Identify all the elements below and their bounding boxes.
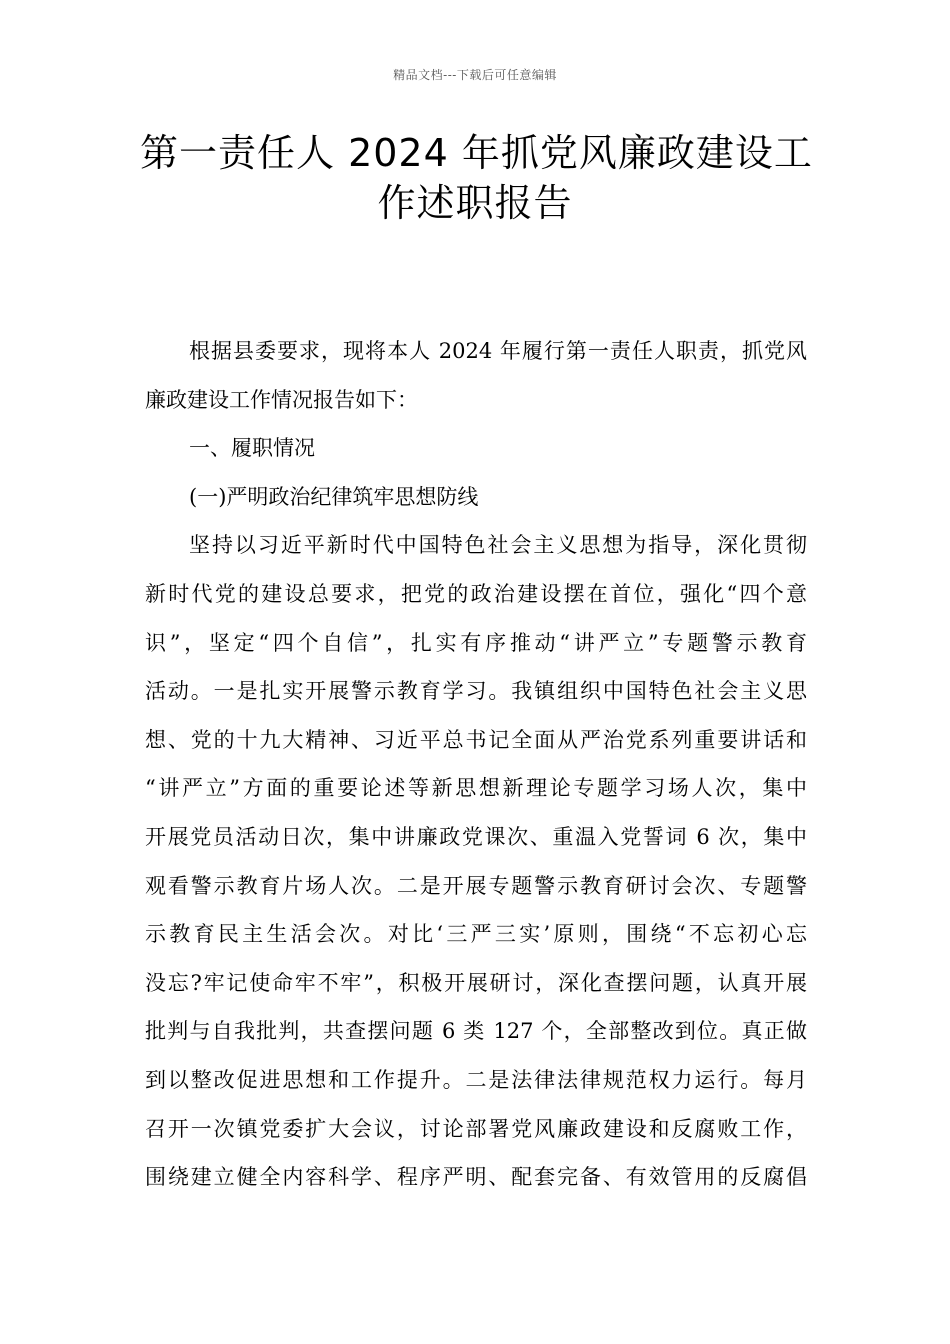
body-line: 召开一次镇党委扩大会议，讨论部署党风廉政建设和反腐败工作，: [145, 1116, 807, 1141]
body-line: 坚持以习近平新时代中国特色社会主义思想为指导，深化贯彻: [189, 533, 807, 558]
body-line: “讲严立”方面的重要论述等新思想新理论专题学习场人次，集中: [145, 776, 807, 801]
body-line: 想、党的十九大精神、习近平总书记全面从严治党系列重要讲话和: [145, 727, 807, 752]
document-body: [145, 327, 807, 1202]
body-line: 没忘?牢记使命牢不牢”，积极开展研讨，深化查摆问题，认真开展: [145, 970, 807, 995]
body-line: 识”，坚定“四个自信”，扎实有序推动“讲严立”专题警示教育: [145, 630, 807, 655]
body-line: 到以整改促进思想和工作提升。二是法律法律规范权力运行。每月: [145, 1067, 807, 1092]
subsection-heading: (一)严明政治纪律筑牢思想防线: [189, 484, 479, 509]
body-line: 新时代党的建设总要求，把党的政治建设摆在首位，强化“四个意: [145, 581, 807, 606]
title-line-2: 作述职报告: [377, 181, 573, 225]
header-note: 精品文档---下载后可任意编辑: [393, 68, 557, 82]
body-line: 示教育民主生活会次。对比‘三严三实’原则，围绕“不忘初心忘: [145, 922, 807, 947]
document-title: [140, 128, 813, 228]
title-line-1: 第一责任人 2024 年抓党风廉政建设工: [140, 131, 813, 175]
body-line: 廉政建设工作情况报告如下：: [145, 387, 418, 412]
body-line: 根据县委要求，现将本人 2024 年履行第一责任人职责，抓党风: [189, 339, 807, 363]
body-line: 观看警示教育片场人次。二是开展专题警示教育研讨会次、专题警: [145, 873, 807, 898]
body-line: 开展党员活动日次，集中讲廉政党课次、重温入党誓词 6 次，集中: [145, 824, 807, 849]
body-line: 批判与自我批判，共查摆问题 6 类 127 个，全部整改到位。真正做: [145, 1019, 807, 1044]
body-line: 围绕建立健全内容科学、程序严明、配套完备、有效管用的反腐倡: [145, 1165, 807, 1190]
section-heading: 一、履职情况: [189, 436, 315, 461]
body-line: 活动。一是扎实开展警示教育学习。我镇组织中国特色社会主义思: [145, 679, 807, 704]
